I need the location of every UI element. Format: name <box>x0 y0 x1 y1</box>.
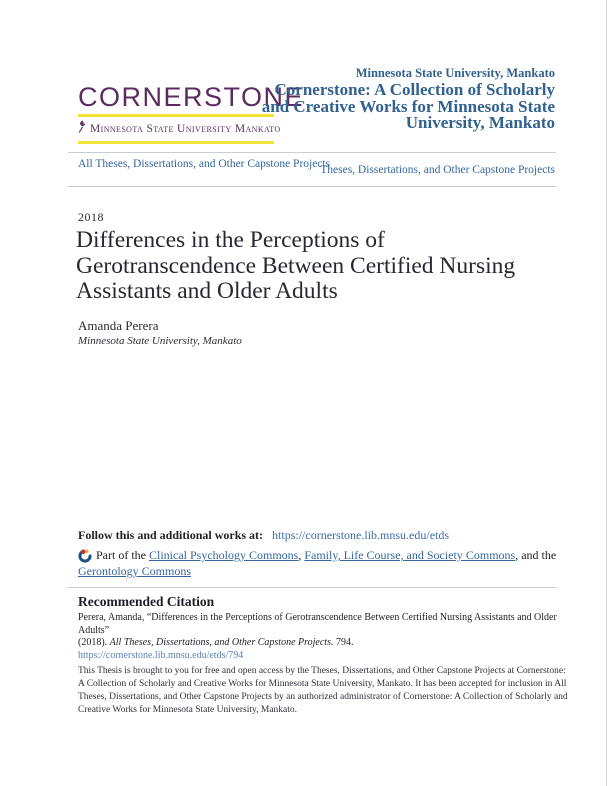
header-divider <box>68 152 556 153</box>
citation-number: 794. <box>333 637 354 648</box>
commons-link-clinical-psychology[interactable]: Clinical Psychology Commons <box>149 548 299 562</box>
masthead <box>245 66 555 132</box>
masthead-repository-title: Cornerstone: A Collection of Scholarly and Creative Works for Minnesota State University, Mankato <box>261 80 555 132</box>
follow-works-link[interactable]: https://cornerstone.lib.mnsu.edu/etds <box>272 528 450 542</box>
author-name: Amanda Perera <box>78 318 159 333</box>
recommended-citation-text <box>78 612 564 662</box>
logo-gold-rule-bottom <box>78 141 274 144</box>
thesis-title: Differences in the Perceptions of Gerotranscendence Between Certified Nursing Assistants and Older Adults <box>76 227 516 304</box>
commons-link-gerontology[interactable]: Gerontology Commons <box>78 564 191 578</box>
citation-year: (2018). <box>78 637 110 648</box>
follow-works-line <box>78 528 449 543</box>
part-of-line: Part of the Clinical Psychology Commons, Family, Life Course, and Society Commons, and the <box>78 548 556 563</box>
commons-link-family-life-course[interactable]: Family, Life Course, and Society Commons <box>304 548 516 562</box>
page-right-border <box>606 0 607 786</box>
masthead-institution: Minnesota State University, Mankato <box>355 66 555 80</box>
part-of-prefix: Part of the <box>96 548 149 562</box>
citation-series-title: All Theses, Dissertations, and Other Capstone Projects. <box>109 637 334 648</box>
torch-icon <box>78 120 87 138</box>
nav-link-all-theses[interactable]: All Theses, Dissertations, and Other Capstone Projects <box>78 158 331 170</box>
citation-url-link[interactable]: https://cornerstone.lib.mnsu.edu/etds/794 <box>78 649 244 661</box>
repository-statement: This Thesis is brought to you for free and open access by the Theses, Dissertations, and Other Capstone Projects at Cornerstone: A Collection of Scholarly and Creative Works for Minnesota State University, Mankato. It has been accepted for inclusion in All Theses, Dissertations, and Other Capstone Projects by an authorized administrator of Cornerstone: A Collection of Scholarly and Creative Works for Minnesota State University, Mankato. <box>78 666 568 715</box>
nav-divider <box>68 186 556 187</box>
author-affiliation: Minnesota State University, Mankato <box>78 335 242 347</box>
logo-wordmark: CORNERSTONE <box>78 82 305 112</box>
follow-works-label: Follow this and additional works at: <box>78 528 264 542</box>
nav-link-collection[interactable]: Theses, Dissertations, and Other Capstone Projects <box>320 164 555 176</box>
digital-commons-network-icon <box>78 549 92 563</box>
citation-line1: Perera, Amanda, “Differences in the Perceptions of Gerotranscendence Between Certified Nursing Assistants and Older Adults” <box>78 612 557 636</box>
recommended-citation-heading: Recommended Citation <box>78 594 215 609</box>
publication-year: 2018 <box>78 210 104 224</box>
logo-tagline: Minnesota State University Mankato <box>90 123 281 135</box>
citation-divider <box>68 587 556 588</box>
